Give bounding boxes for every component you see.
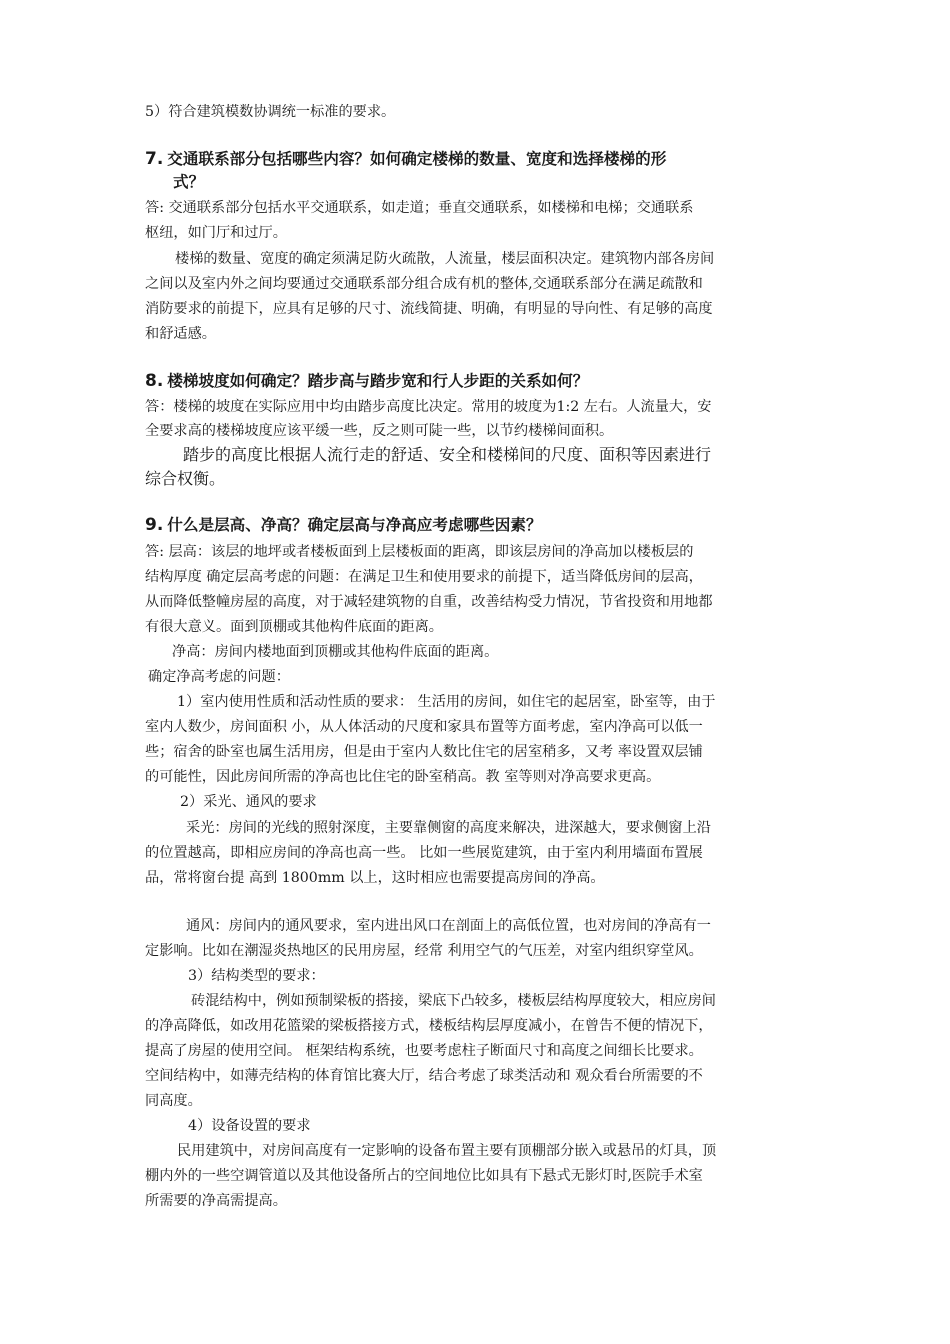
paragraph-line: 的位置越高，即相应房间的净高也高一些。 比如一些展览建筑，由于室内利用墙面布置展 — [145, 845, 703, 861]
paragraph-line: 有很大意义。面到顶棚或其他构件底面的距离。 — [145, 619, 443, 635]
paragraph-line: 净高：房间内楼地面到顶棚或其他构件底面的距离。 — [172, 644, 499, 660]
paragraph-line: 全要求高的楼梯坡度应该平缓一些，反之则可陡一些，以节约楼梯间面积。 — [145, 423, 614, 439]
paragraph-line: 踏步的高度比根据人流行走的舒适、安全和楼梯间的尺度、面积等因素进行 — [183, 445, 712, 464]
question-title: 交通联系部分包括哪些内容？如何确定楼梯的数量、宽度和选择楼梯的形 — [167, 150, 667, 168]
paragraph-line: 答：楼梯的坡度在实际应用中均由踏步高度比决定。常用的坡度为1:2 左右。人流量大，安 — [145, 399, 712, 415]
paragraph-line: 的可能性，因此房间所需的净高也比住宅的卧室稍高。教 室等则对净高要求更高。 — [145, 769, 661, 785]
paragraph-line: 4）设备设置的要求 — [188, 1118, 311, 1134]
paragraph-line: 楼梯的数量、宽度的确定须满足防火疏散，人流量，楼层面积决定。建筑物内部各房间 — [175, 251, 715, 267]
question-title: 什么是层高、净高？确定层高与净高应考虑哪些因素？ — [167, 516, 542, 534]
paragraph-line: 品，常将窗台提 高到 1800mm 以上，这时相应也需要提高房间的净高。 — [145, 870, 605, 886]
paragraph-line: 3）结构类型的要求： — [188, 968, 325, 984]
paragraph-line: 结构厚度 确定层高考虑的问题：在满足卫生和使用要求的前提下，适当降低房间的层高， — [145, 569, 703, 585]
paragraph-line: 从而降低整幢房屋的高度，对于减轻建筑物的自重，改善结构受力情况，节省投资和用地都 — [145, 594, 713, 610]
paragraph-line: 所需要的净高需提高。 — [145, 1193, 287, 1209]
paragraph-line: 答: 交通联系部分包括水平交通联系，如走道；垂直交通联系，如楼梯和电梯；交通联系 — [145, 200, 694, 216]
paragraph-line: 确定净高考虑的问题： — [148, 669, 290, 685]
paragraph-line: 2）采光、通风的要求 — [180, 794, 317, 810]
question-7-heading-cont: 式？ — [173, 173, 205, 191]
question-number: 8. — [145, 371, 164, 391]
list-item-5: 5）符合建筑模数协调统一标准的要求。 — [145, 104, 396, 120]
paragraph-line: 和舒适感。 — [145, 326, 216, 342]
question-9-heading — [145, 514, 542, 536]
paragraph-line: 室内人数少，房间面积 小，从人体活动的尺度和家具布置等方面考虑，室内净高可以低一 — [145, 719, 703, 735]
paragraph-line: 的净高降低，如改用花篮梁的梁板搭接方式，楼板结构层厚度减小，在曾告不便的情况下， — [145, 1018, 713, 1034]
question-7-heading — [145, 148, 666, 170]
paragraph-line: 采光：房间的光线的照射深度，主要靠侧窗的高度来解决，进深越大，要求侧窗上沿 — [186, 820, 711, 836]
paragraph-line: 提高了房屋的使用空间。 框架结构系统，也要考虑柱子断面尺寸和高度之间细长比要求。 — [145, 1043, 703, 1059]
paragraph-line: 定影响。比如在潮湿炎热地区的民用房屋，经常 利用空气的气压差，对室内组织穿堂风。 — [145, 943, 703, 959]
paragraph-line: 消防要求的前提下，应具有足够的尺寸、流线简捷、明确，有明显的导向性、有足够的高度 — [145, 301, 713, 317]
paragraph-line: 枢纽，如门厅和过厅。 — [145, 225, 287, 241]
question-title: 楼梯坡度如何确定？踏步高与踏步宽和行人步距的关系如何？ — [167, 372, 589, 390]
paragraph-line: 同高度。 — [145, 1093, 202, 1109]
paragraph-line: 砖混结构中，例如预制梁板的搭接，梁底下凸较多，楼板层结构厚度较大，相应房间 — [191, 993, 716, 1009]
paragraph-line: 答: 层高：该层的地坪或者楼板面到上层楼板面的距离，即该层房间的净高加以楼板层的 — [145, 544, 694, 560]
question-number: 7. — [145, 149, 164, 169]
paragraph-line: 棚内外的一些空调管道以及其他设备所占的空间地位比如具有下悬式无影灯时,医院手术室 — [145, 1168, 703, 1184]
question-8-heading — [145, 370, 588, 392]
paragraph-line: 综合权衡。 — [145, 469, 226, 488]
question-number: 9. — [145, 515, 164, 535]
paragraph-line: 民用建筑中，对房间高度有一定影响的设备布置主要有顶棚部分嵌入或悬吊的灯具，顶 — [177, 1143, 717, 1159]
paragraph-line: 通风：房间内的通风要求，室内进出风口在剖面上的高低位置，也对房间的净高有一 — [186, 918, 711, 934]
paragraph-line: 之间以及室内外之间均要通过交通联系部分组合成有机的整体,交通联系部分在满足疏散和 — [145, 276, 703, 292]
paragraph-line: 空间结构中，如薄壳结构的体育馆比赛大厅，结合考虑了球类活动和 观众看台所需要的不 — [145, 1068, 703, 1084]
paragraph-line: 些；宿舍的卧室也属生活用房，但是由于室内人数比住宅的居室稍多，又考 率设置双层铺 — [145, 744, 703, 760]
paragraph-line: 1）室内使用性质和活动性质的要求： 生活用的房间，如住宅的起居室，卧室等，由于 — [177, 694, 716, 710]
